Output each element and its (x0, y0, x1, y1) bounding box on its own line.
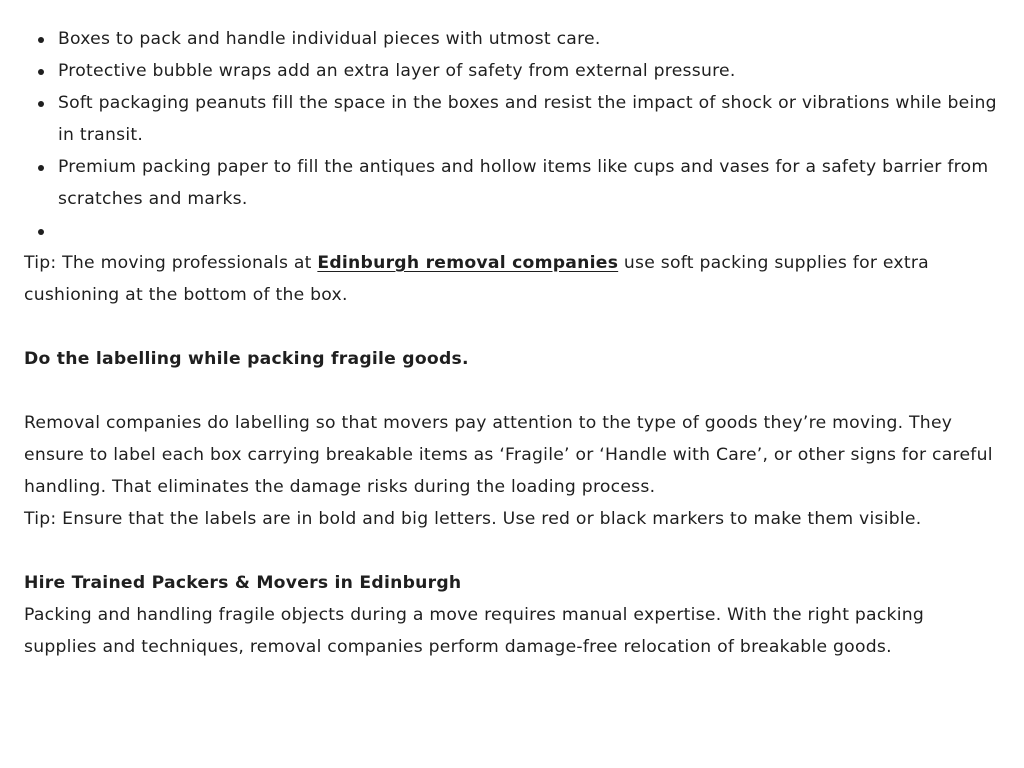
tip-paragraph (24, 247, 1000, 311)
list-item: Protective bubble wraps add an extra layer of safety from external pressure. (58, 55, 1000, 87)
spacer (24, 311, 1000, 343)
packing-supplies-list (24, 23, 1000, 247)
labelling-tip: Tip: Ensure that the labels are in bold and big letters. Use red or black markers to make them visible. (24, 509, 922, 529)
edinburgh-removal-companies-link[interactable]: Edinburgh removal companies (317, 253, 619, 273)
tip-text-after: use soft packing supplies for extra cushioning at the bottom of the box. (24, 253, 929, 305)
list-item-empty (58, 215, 1000, 247)
list-item: Premium packing paper to fill the antiques and hollow items like cups and vases for a safety barrier from scratches and marks. (58, 151, 1000, 215)
spacer (24, 535, 1000, 567)
hire-heading: Hire Trained Packers & Movers in Edinburgh (24, 573, 462, 593)
labelling-heading: Do the labelling while packing fragile goods. (24, 349, 469, 369)
hire-paragraph: Packing and handling fragile objects during a move requires manual expertise. With the right packing supplies and techniques, removal companies perform damage-free relocation of breakable goods. (24, 605, 925, 657)
labelling-paragraph: Removal companies do labelling so that movers pay attention to the type of goods they’re moving. They ensure to label each box carrying breakable items as ‘Fragile’ or ‘Handle with Care’, or other signs for careful handling. That eliminates the damage risks during the loading process. (24, 413, 993, 497)
list-item: Boxes to pack and handle individual pieces with utmost care. (58, 23, 1000, 55)
spacer (24, 375, 1000, 407)
tip-text-before: Tip: The moving professionals at (24, 253, 318, 273)
list-item: Soft packaging peanuts fill the space in the boxes and resist the impact of shock or vibrations while being in transit. (58, 87, 1000, 151)
